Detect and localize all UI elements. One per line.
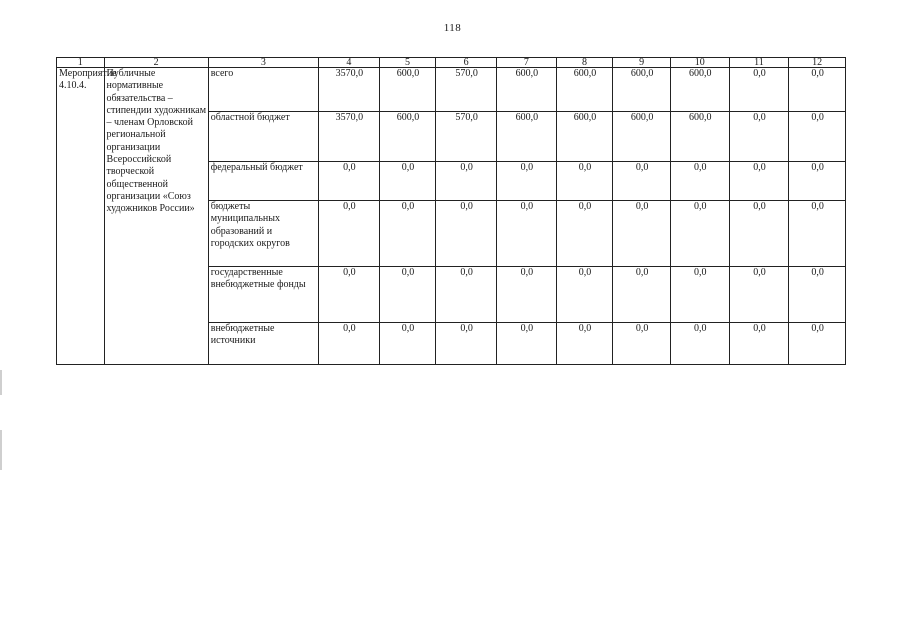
value-cell: 0,0 bbox=[789, 201, 846, 267]
value-cell: 0,0 bbox=[789, 112, 846, 162]
column-header: 1 bbox=[57, 58, 105, 68]
value-cell: 0,0 bbox=[789, 68, 846, 112]
value-cell: 0,0 bbox=[556, 323, 613, 365]
value-cell: 600,0 bbox=[496, 68, 556, 112]
value-cell: 0,0 bbox=[729, 201, 789, 267]
value-cell: 0,0 bbox=[729, 112, 789, 162]
value-cell: 0,0 bbox=[670, 201, 729, 267]
value-cell: 0,0 bbox=[436, 323, 497, 365]
value-cell: 0,0 bbox=[789, 323, 846, 365]
value-cell: 0,0 bbox=[379, 162, 436, 201]
value-cell: 0,0 bbox=[496, 162, 556, 201]
value-cell: 0,0 bbox=[556, 162, 613, 201]
value-cell: 0,0 bbox=[318, 201, 379, 267]
value-cell: 600,0 bbox=[613, 68, 671, 112]
value-cell: 0,0 bbox=[436, 162, 497, 201]
value-cell: 570,0 bbox=[436, 112, 497, 162]
table-row bbox=[57, 68, 846, 112]
column-header: 7 bbox=[496, 58, 556, 68]
value-cell: 0,0 bbox=[556, 267, 613, 323]
value-cell: 600,0 bbox=[670, 68, 729, 112]
value-cell: 0,0 bbox=[670, 323, 729, 365]
column-header: 10 bbox=[670, 58, 729, 68]
value-cell: 600,0 bbox=[379, 68, 436, 112]
column-header: 12 bbox=[789, 58, 846, 68]
value-cell: 0,0 bbox=[729, 323, 789, 365]
value-cell: 0,0 bbox=[613, 201, 671, 267]
value-cell: 570,0 bbox=[436, 68, 497, 112]
funding-source-cell: всего bbox=[208, 68, 318, 112]
budget-table bbox=[56, 57, 846, 365]
value-cell: 0,0 bbox=[496, 201, 556, 267]
value-cell: 0,0 bbox=[789, 267, 846, 323]
value-cell: 0,0 bbox=[613, 323, 671, 365]
value-cell: 0,0 bbox=[318, 323, 379, 365]
scan-edge-mark bbox=[0, 370, 2, 395]
value-cell: 600,0 bbox=[379, 112, 436, 162]
page-number: 118 bbox=[443, 22, 462, 34]
value-cell: 0,0 bbox=[496, 267, 556, 323]
value-cell: 3570,0 bbox=[318, 112, 379, 162]
column-header: 8 bbox=[556, 58, 613, 68]
value-cell: 0,0 bbox=[318, 162, 379, 201]
column-header: 9 bbox=[613, 58, 671, 68]
value-cell: 0,0 bbox=[729, 68, 789, 112]
funding-source-cell: внебюджетные источники bbox=[208, 323, 318, 365]
column-header: 5 bbox=[379, 58, 436, 68]
value-cell: 0,0 bbox=[670, 162, 729, 201]
value-cell: 0,0 bbox=[670, 267, 729, 323]
column-header: 11 bbox=[729, 58, 789, 68]
value-cell: 600,0 bbox=[556, 112, 613, 162]
value-cell: 0,0 bbox=[436, 201, 497, 267]
measure-cell: Мероприятие 4.10.4. bbox=[57, 68, 105, 365]
funding-source-cell: государственные внебюджетные фонды bbox=[208, 267, 318, 323]
value-cell: 600,0 bbox=[670, 112, 729, 162]
value-cell: 0,0 bbox=[613, 267, 671, 323]
value-cell: 600,0 bbox=[556, 68, 613, 112]
value-cell: 0,0 bbox=[613, 162, 671, 201]
value-cell: 0,0 bbox=[436, 267, 497, 323]
value-cell: 0,0 bbox=[556, 201, 613, 267]
funding-source-cell: областной бюджет bbox=[208, 112, 318, 162]
funding-source-cell: бюджеты муниципальных образований и городских округов bbox=[208, 201, 318, 267]
value-cell: 3570,0 bbox=[318, 68, 379, 112]
value-cell: 0,0 bbox=[379, 323, 436, 365]
column-header: 6 bbox=[436, 58, 497, 68]
value-cell: 0,0 bbox=[789, 162, 846, 201]
column-header: 2 bbox=[104, 58, 208, 68]
value-cell: 0,0 bbox=[729, 162, 789, 201]
value-cell: 0,0 bbox=[318, 267, 379, 323]
value-cell: 600,0 bbox=[496, 112, 556, 162]
description-cell: Публичные нормативные обязательства – стипендии художникам – членам Орловской региональной организации Всероссийской творческой общественной организации «Союз художников России» bbox=[104, 68, 208, 365]
column-header: 4 bbox=[318, 58, 379, 68]
scan-edge-mark bbox=[0, 430, 2, 470]
value-cell: 600,0 bbox=[613, 112, 671, 162]
value-cell: 0,0 bbox=[379, 267, 436, 323]
value-cell: 0,0 bbox=[379, 201, 436, 267]
funding-source-cell: федеральный бюджет bbox=[208, 162, 318, 201]
value-cell: 0,0 bbox=[729, 267, 789, 323]
header-row bbox=[57, 58, 846, 68]
value-cell: 0,0 bbox=[496, 323, 556, 365]
column-header: 3 bbox=[208, 58, 318, 68]
